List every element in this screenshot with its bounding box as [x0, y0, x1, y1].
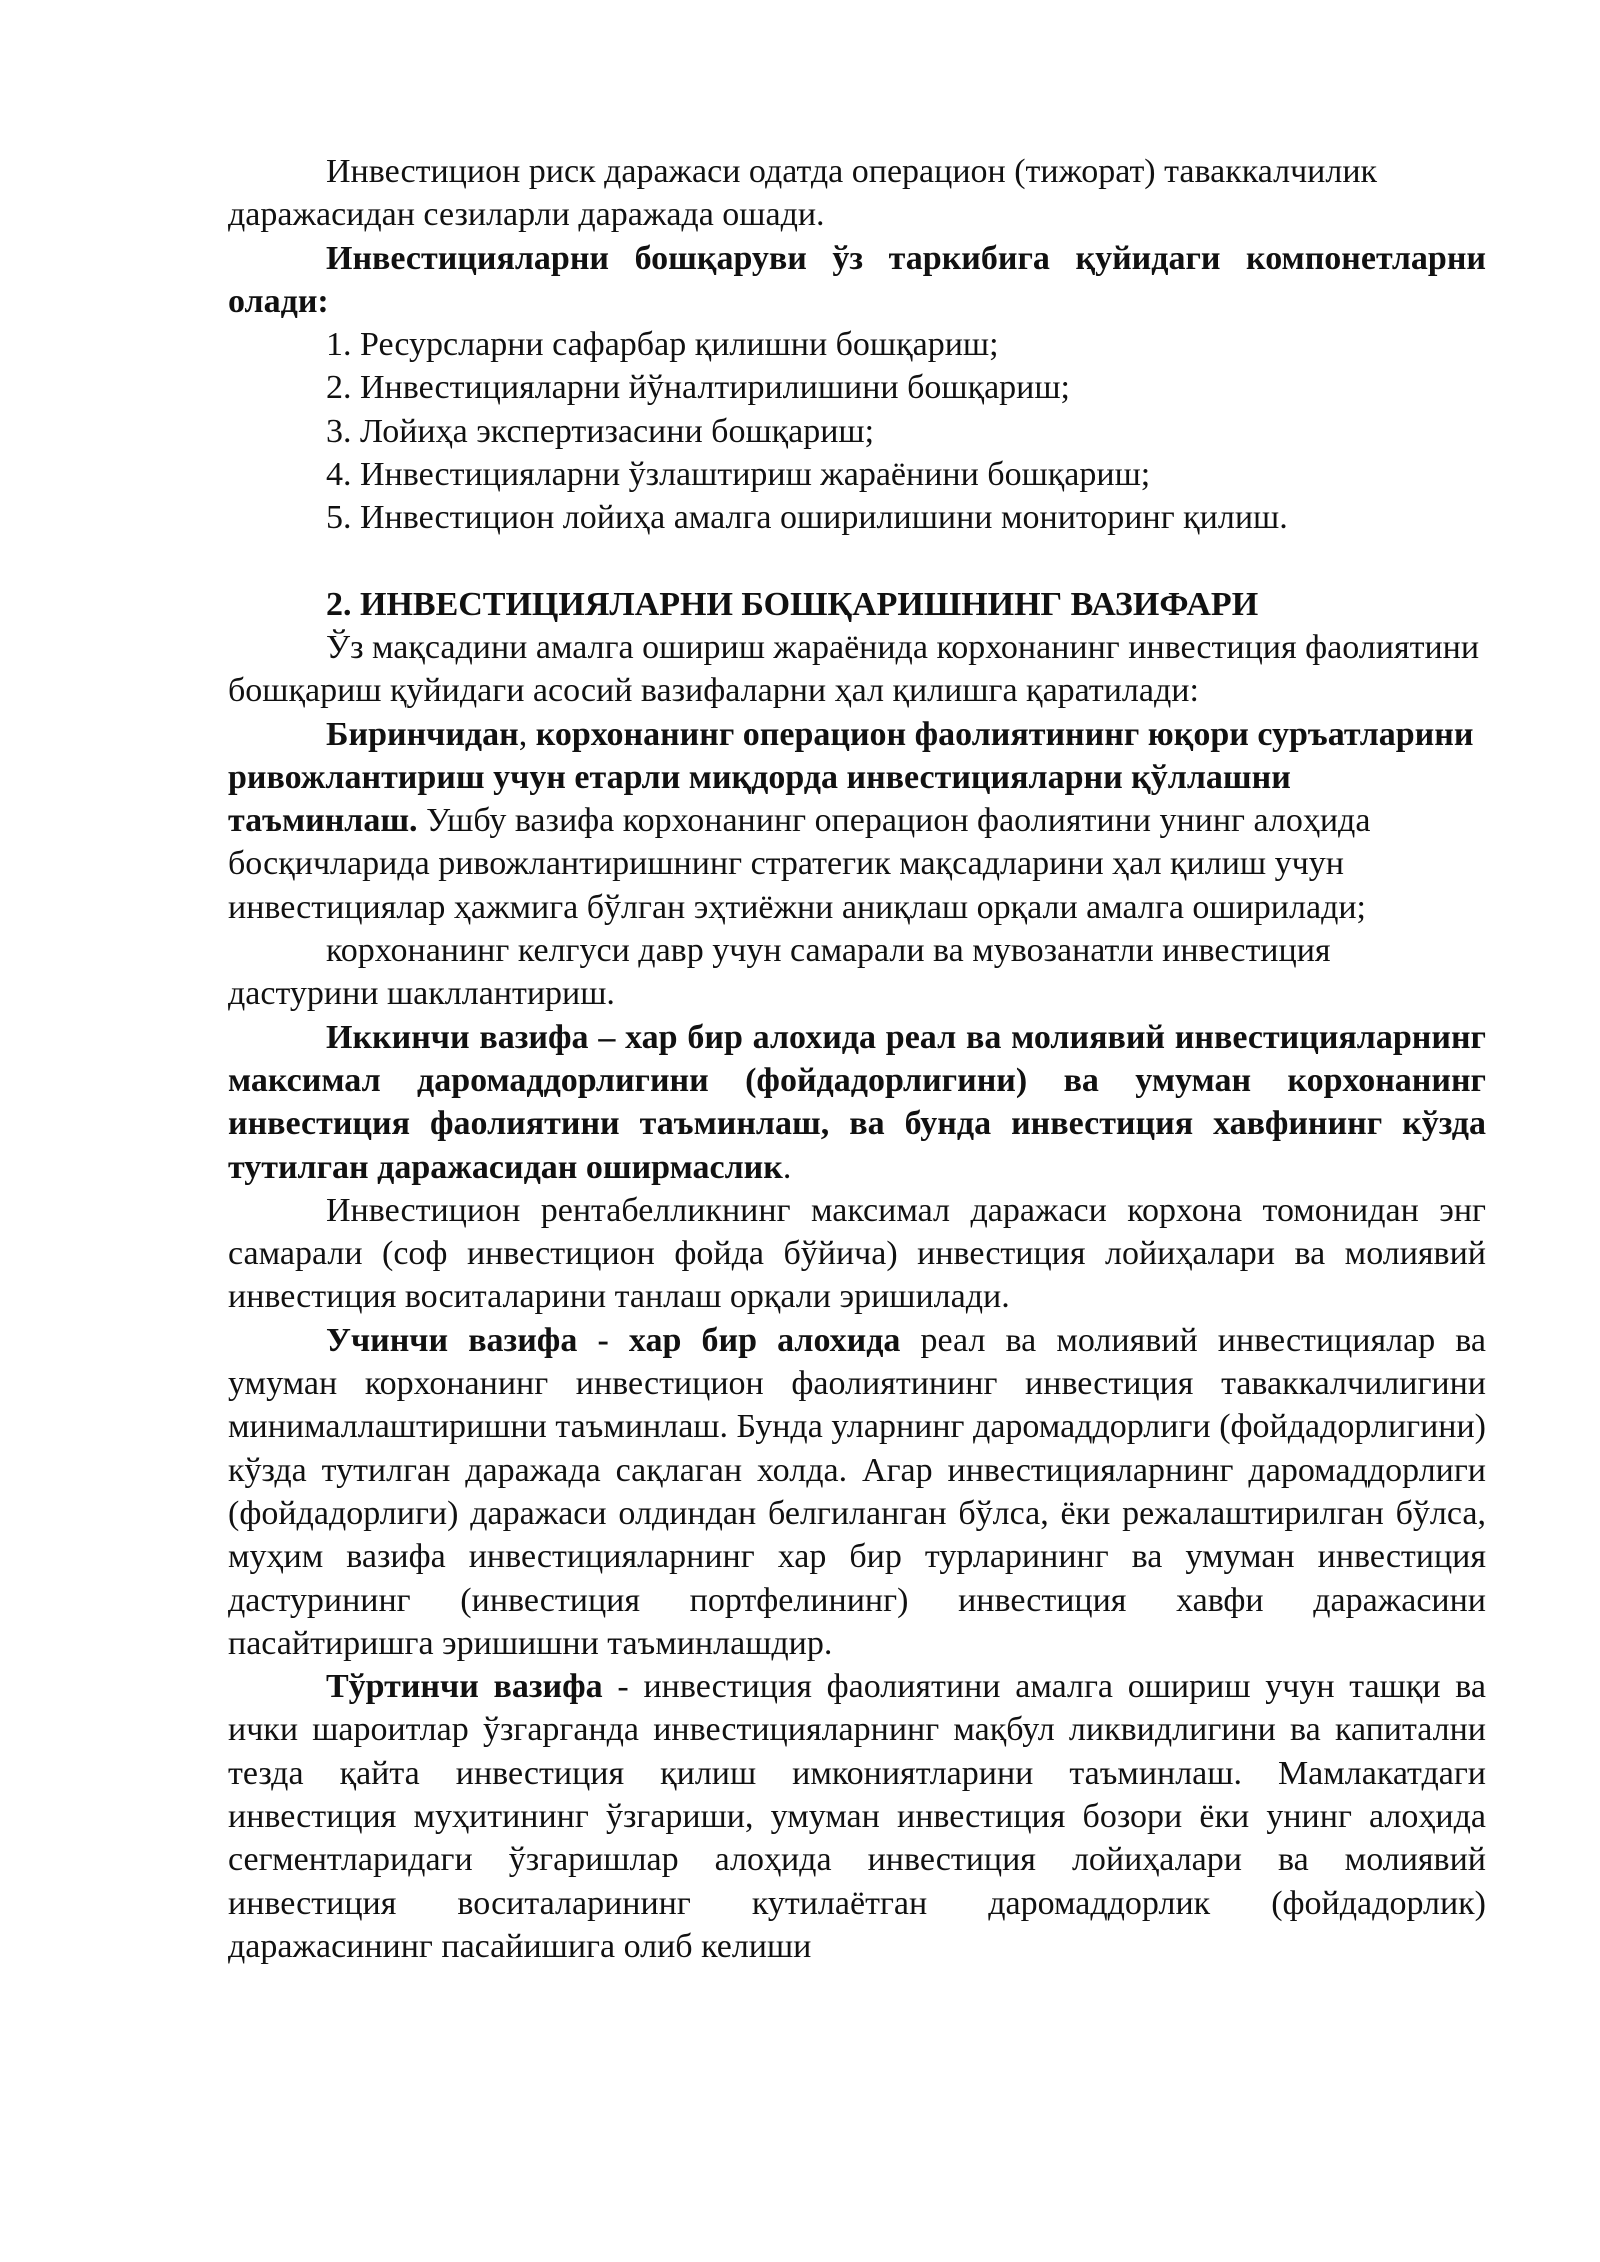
spacer	[228, 540, 1486, 583]
paragraph-intro-tasks: Ўз мақсадини амалга ошириш жараёнида корхонанинг инвестиция фаолиятини бошқариш қуйидаги асосий вазифаларни ҳал қилишга қаратилади:	[228, 628, 1480, 710]
paragraph-program: корхонанинг келгуси давр учун самарали ва мувозанатли инвестиция дастурини шакллантириш.	[228, 932, 1331, 1013]
paragraph-risk-level: Инвестицион риск даражаси одатда операцион (тижорат) таваккалчилик даражасидан сезиларли даражада ошади.	[228, 153, 1378, 234]
bold-text: Биринчидан	[326, 715, 519, 753]
bold-text: Тўртинчи вазифа	[326, 1668, 603, 1706]
document-page	[228, 150, 1486, 1968]
heading-text: 2. ИНВЕСТИЦИЯЛАРНИ БОШҚАРИШНИНГ ВАЗИФАРИ	[326, 585, 1259, 623]
text-run: Ушбу вазифа корхонанинг операцион фаолиятини унинг алоҳида босқичларида ривожлантиришнинг стратегик мақсадларини ҳал қилиш учун инвестициялар ҳажмига бўлган эҳтиёжни аниқлаш орқали амалга оширилади;	[228, 802, 1371, 926]
bold-text: Инвестицияларни бошқаруви ўз таркибига қуйидаги компонетларни олади:	[228, 239, 1486, 320]
paragraph-profitability: Инвестицион рентабелликнинг максимал даражаси корхона томонидан энг самарали (соф инвестицион фойда бўйича) инвестиция лойиҳалари ва молиявий инвестиция воситаларини танлаш орқали эришилади.	[228, 1191, 1486, 1316]
list-item: 2. Инвестицияларни йўналтирилишини бошқариш;	[326, 369, 1070, 407]
text-run: ,	[518, 715, 536, 753]
list-item: 5. Инвестицион лойиҳа амалга оширилишини мониторинг қилиш.	[326, 499, 1288, 537]
list-item: 4. Инвестицияларни ўзлаштириш жараёнини бошқариш;	[326, 456, 1151, 494]
bold-text: корхонанинг операцион фаолиятининг юқори суръатларини ривожлантириш учун етарли миқдорда инвестицияларни қўллашни таъминлаш.	[228, 715, 1474, 840]
text-run: - инвестиция фаолиятини амалга ошириш учун ташқи ва ички шароитлар ўзгарганда инвестицияларнинг мақбул ликвидлигини ва капитални тезда қайта инвестиция қилиш имкониятларини таъминлаш. Мамлакатдаги инвестиция муҳитининг ўзгариши, умуман инвестиция бозори ёки унинг алоҳида сегментларидаги ўзгаришлар алоҳида инвестиция лойиҳалари ва молиявий инвестиция воситаларининг кутилаётган даромаддорлик (фойдадорлик) даражасининг пасайишига олиб келиши	[228, 1668, 1486, 1965]
list-item: 1. Ресурсларни сафарбар қилишни бошқариш;	[326, 326, 999, 364]
text-run: .	[782, 1148, 792, 1186]
bold-text: Иккинчи вазифа – хар бир алохида реал ва молиявий инвестицияларнинг максимал даромаддорлигини (фойдадорлигини) ва умуман корхонанинг инвестиция фаолиятини таъминлаш, ва бунда инвестиция хавфининг кўзда тутилган даражасидан оширмаслик	[228, 1018, 1486, 1186]
paragraph-fourth-task	[228, 1665, 1486, 1968]
paragraph-third-task	[228, 1319, 1486, 1665]
paragraph-components-intro	[228, 237, 1486, 324]
list-item: 3. Лойиҳа экспертизасини бошқариш;	[326, 412, 875, 450]
section-heading	[228, 583, 1486, 626]
paragraph-second-task	[228, 1016, 1486, 1189]
paragraph-first-task	[228, 713, 1486, 929]
bold-text: Учинчи вазифа - хар бир алохида	[326, 1321, 901, 1359]
text-run: реал ва молиявий инвестициялар ва умуман корхонанинг инвестицион фаолиятининг инвестиция таваккалчилигини минималлаштиришни таъминлаш. Бунда уларнинг даромаддорлиги (фойдадорлигини) кўзда тутилган даражада сақлаган холда. Агар инвестицияларнинг даромаддорлиги (фойдадорлиги) даражаси олдиндан белгиланган бўлса, ёки режалаштирилган бўлса, муҳим вазифа инвестицияларнинг хар бир турларининг ва умуман инвестиция дастурининг (инвестиция портфелининг) инвестиция хавфи даражасини пасайтиришга эришишни таъминлашдир.	[228, 1321, 1487, 1662]
